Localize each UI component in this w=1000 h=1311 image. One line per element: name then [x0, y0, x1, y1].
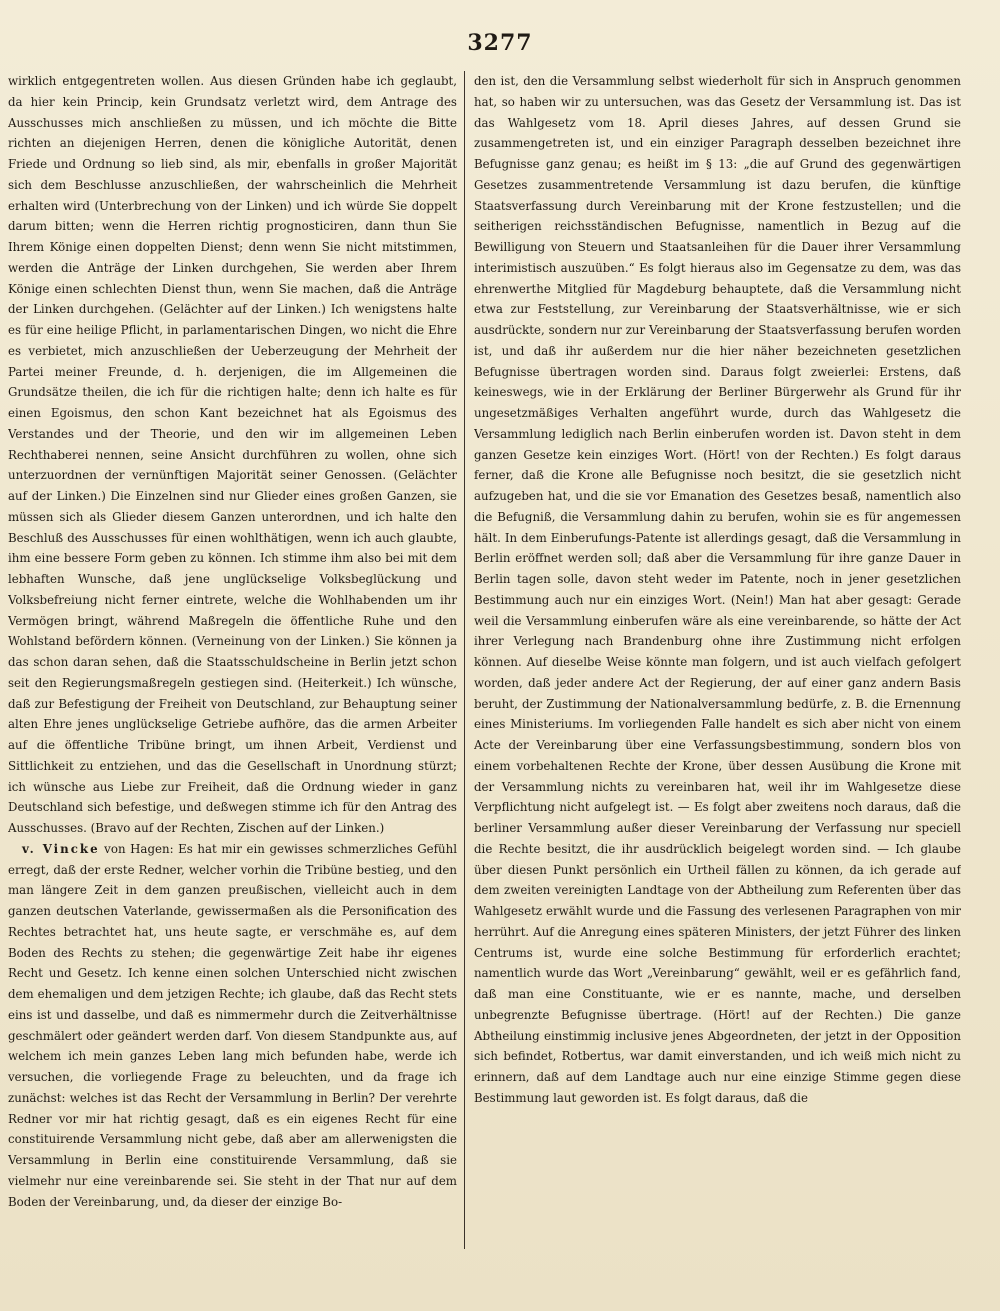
page-number: 3277 [467, 30, 533, 56]
column-divider [464, 71, 465, 1249]
left-paragraph-2 [8, 839, 457, 1213]
left-paragraph-1: wirklich entgegentreten wollen. Aus diesen Gründen habe ich geglaubt, da hier kein Princip, kein Grundsatz verletzt wird, dem Antrage des Ausschusses mich anschließen zu müssen, und ich möchte die Bitte richten an diejenigen Herren, denen die königliche Autorität, denen Friede und Ordnung so lieb sind, als mir, ebenfalls in großer Majorität sich dem Beschlusse anzuschließen, der wahrscheinlich die Mehrheit erhalten wird (Unterbrechung von der Linken) und ich würde Sie doppelt darum bitten; wenn die Herren richtig prognosticiren, dann thun Sie Ihrem Könige einen doppelten Dienst; denn wenn Sie nicht mitstimmen, werden die Anträge der Linken durchgehen, Sie werden aber Ihrem Könige einen schlechten Dienst thun, wenn Sie machen, daß die Anträge der Linken durchgehen. (Gelächter auf der Linken.) Ich wenigstens halte es für eine heilige Pflicht, in parlamentarischen Dingen, wo nicht die Ehre es verbietet, mich anzuschließen der Ueberzeugung der Mehrheit der Partei meiner Freunde, d. h. derjenigen, die im Allgemeinen die Grundsätze theilen, die ich für die richtigen halte; denn ich halte es für einen Egoismus, den schon Kant bezeichnet hat als Egoismus des Verstandes und der Theorie, und den wir im allgemeinen Leben Rechthaberei nennen, seine Ansicht durchführen zu wollen, ohne sich unterzuordnen der vernünftigen Majorität seiner Genossen. (Gelächter auf der Linken.) Die Einzelnen sind nur Glieder eines großen Ganzen, sie müssen sich als Glieder diesem Ganzen unterordnen, und ich halte den Beschluß des Ausschusses für einen wohlthätigen, wenn ich auch glaubte, ihm eine bessere Form geben zu können. Ich stimme ihm also bei mit dem lebhaften Wunsche, daß jene unglückselige Volksbeglückung und Volksbefreiung nicht ferner eintrete, welche die Wohlhabenden um ihr Vermögen bringt, während Maßregeln die öffentliche Ruhe und den Wohlstand befördern können. (Verneinung von der Linken.) Sie können ja das schon daran sehen, daß die Staatsschuldscheine in Berlin jetzt schon seit den Regierungsmaßregeln gestiegen sind. (Heiterkeit.) Ich wünsche, daß zur Befestigung der Freiheit von Deutschland, zur Behauptung seiner alten Ehre jenes unglückselige Getriebe aufhöre, das die armen Arbeiter auf die öffentliche Tribüne bringt, um ihnen Arbeit, Verdienst und Sittlichkeit zu entziehen, und das die Gesellschaft in Unordnung stürzt; ich wünsche aus Liebe zur Freiheit, daß die Ordnung wieder in ganz Deutschland sich befestige, und deßwegen stimme ich für den Antrag des Ausschusses. (Bravo auf der Rechten, Zischen auf der Linken.) [8, 74, 457, 835]
right-paragraph-1: den ist, den die Versammlung selbst wiederholt für sich in Anspruch genommen hat, so haben wir zu untersuchen, was das Gesetz der Versammlung ist. Das ist das Wahlgesetz vom 18. April dieses Jahres, auf dessen Grund sie zusammengetreten ist, und ein einziger Paragraph desselben bezeichnet ihre Befugnisse ganz genau; es heißt im § 13: „die auf Grund des gegenwärtigen Gesetzes zusammentretende Versammlung ist dazu berufen, die künftige Staatsverfassung durch Vereinbarung mit der Krone festzustellen; und die seitherigen reichsständischen Befugnisse, namentlich in Bezug auf die Bewilligung von Steuern und Staatsanleihen für die Dauer ihrer Versammlung interimistisch auszuüben.“ Es folgt hieraus also im Gegensatze zu dem, was das ehrenwerthe Mitglied für Magdeburg behauptete, daß die Versammlung nicht etwa zur Feststellung, zur Vereinbarung der Staatsverhältnisse, wie er sich ausdrückte, sondern nur zur Vereinbarung der Staatsverfassung berufen worden ist, und daß ihr außerdem nur die hier näher bezeichneten gesetzlichen Befugnisse übertragen worden sind. Daraus folgt zweierlei: Erstens, daß keineswegs, wie in der Erklärung der Berliner Bürgerwehr als Grund für ihr ungesetzmäßiges Verhalten angeführt wurde, durch das Wahlgesetz die Versammlung lediglich nach Berlin einberufen worden ist. Davon steht in dem ganzen Gesetze kein einziges Wort. (Hört! von der Rechten.) Es folgt daraus ferner, daß die Krone alle Befugnisse noch besitzt, die sie gesetzlich nicht aufzugeben hat, und die sie vor Emanation des Gesetzes besaß, namentlich also die Befugniß, die Versammlung dahin zu berufen, wohin sie es für angemessen hält. In dem Einberufungs-Patente ist allerdings gesagt, daß die Versammlung in Berlin eröffnet werden soll; daß aber die Versammlung für ihre ganze Dauer in Berlin tagen solle, davon steht weder im Patente, noch in jener gesetzlichen Bestimmung auch nur ein einziges Wort. (Nein!) Man hat aber gesagt: Gerade weil die Versammlung einberufen wäre als eine vereinbarende, so hätte der Act ihrer Verlegung nach Brandenburg ohne ihre Zustimmung nicht erfolgen können. Auf dieselbe Weise könnte man folgern, und ist auch vielfach gefolgert worden, daß jeder andere Act der Regierung, der auf einer ganz andern Basis beruht, der Zustimmung der Nationalversammlung bedürfe, z. B. die Ernennung eines Ministeriums. Im vorliegenden Falle handelt es sich aber nicht von einem Acte der Vereinbarung über eine Verfassungsbestimmung, sondern blos von einem vorbehaltenen Rechte der Krone, über dessen Ausübung die Krone mit der Versammlung nichts zu vereinbaren hat, weil ihr im Wahlgesetze diese Verpflichtung nicht aufgelegt ist. — Es folgt aber zweitens noch daraus, daß die berliner Versammlung außer dieser Vereinbarung der Verfassung nur speciell die Rechte besitzt, die ihr ausdrücklich beigelegt worden sind. — Ich glaube über diesen Punkt persönlich ein Urtheil fällen zu können, da ich gerade auf dem zweiten vereinigten Landtage von der Abtheilung zum Referenten über das Wahlgesetz erwählt wurde und die Fassung des verlesenen Paragraphen von mir herrührt. Auf die Anregung eines späteren Ministers, der jetzt Führer des linken Centrums ist, wurde eine solche Bestimmung für erforderlich erachtet; namentlich wurde das Wort „Vereinbarung“ gewählt, weil er es gefährlich fand, daß man eine Constituante, wie er es nannte, mache, und derselben unbegrenzte Befugnisse übertrage. (Hört! auf der Rechten.) Die ganze Abtheilung einstimmig inclusive jenes Abgeordneten, der jetzt in der Opposition sich befindet, Rotbertus, war damit einverstanden, und ich weiß mich nicht zu erinnern, daß auf dem Landtage auch nur eine einzige Stimme gegen diese Bestimmung laut geworden ist. Es folgt daraus, daß die [474, 74, 961, 1105]
right-column [474, 71, 961, 1271]
left-column [8, 71, 457, 1271]
speaker-speech: von Hagen: Es hat mir ein gewisses schmerzliches Gefühl erregt, daß der erste Redner, welcher vorhin die Tribüne bestieg, und den man längere Zeit in dem ganzen preußischen, vielleicht auch in dem ganzen deutschen Vaterlande, gewissermaßen als die Personification des Rechtes betrachtet hat, uns heute sagte, er verschmähe es, auf dem Boden des Rechts zu stehen; die gegenwärtige Zeit habe ihr eigenes Recht und Gesetz. Ich kenne einen solchen Unterschied nicht zwischen dem ehemaligen und dem jetzigen Rechte; ich glaube, daß das Recht stets eins ist und dasselbe, und daß es nimmermehr durch die Zeitverhältnisse geschmälert oder geändert werden darf. Von diesem Standpunkte aus, auf welchem ich mein ganzes Leben lang mich befunden habe, werde ich versuchen, die vorliegende Frage zu beleuchten, und da frage ich zunächst: welches ist das Recht der Versammlung in Berlin? Der verehrte Redner vor mir hat richtig gesagt, daß es ein eigenes Recht für eine constituirende Versammlung nicht gebe, daß aber am allerwenigsten die Versammlung in Berlin eine constituirende Versammlung, daß sie vielmehr nur eine vereinbarende sei. Sie steht in der That nur auf dem Boden der Vereinbarung, und, da dieser der einzige Bo- [8, 841, 457, 1209]
speaker-name: v. Vincke [22, 841, 100, 856]
